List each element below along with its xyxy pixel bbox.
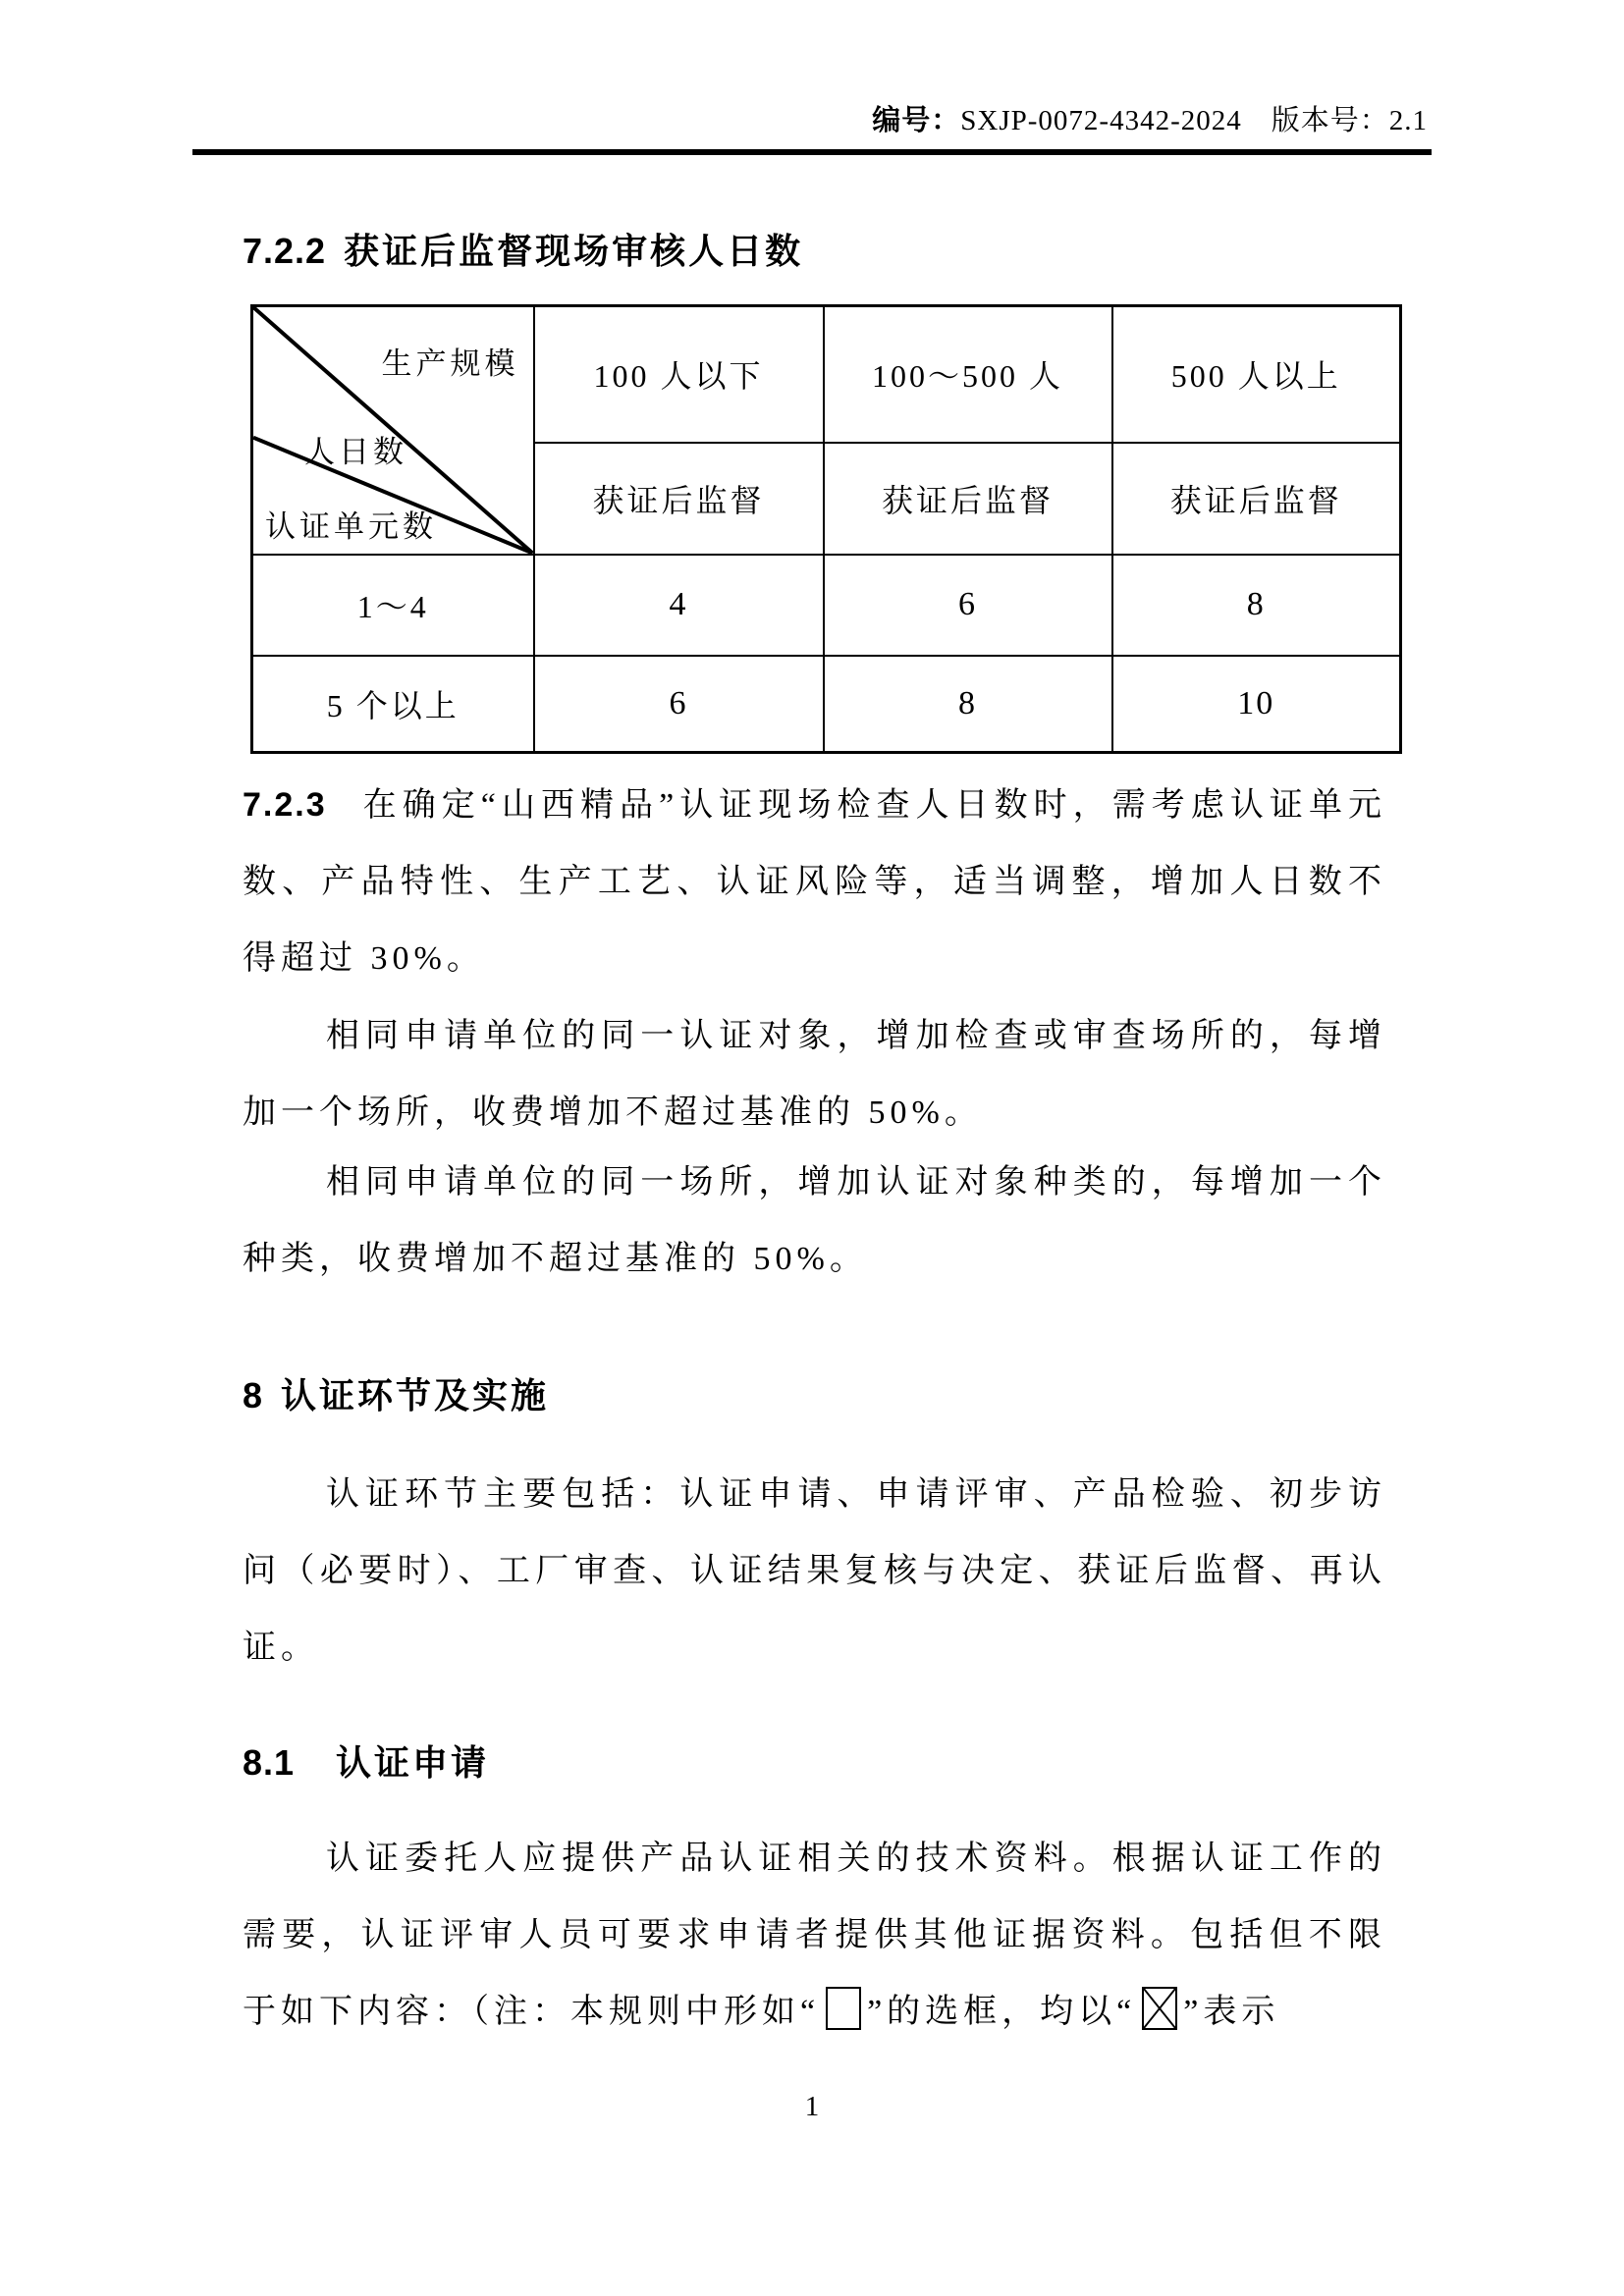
empty-checkbox-icon — [826, 1987, 861, 2030]
section-number: 7.2.2 — [243, 231, 327, 271]
corner-label-cert-units: 认证单元数 — [265, 509, 437, 544]
paragraph-text: 认证委托人应提供产品认证相关的技术资料。根据认证工作的需要，认证评审人员可要求申请者提供其他证据资料。包括但不限于如下内容：（注：本规则中形如“ — [243, 1841, 1386, 2030]
cell-value: 6 — [534, 656, 824, 753]
col-header-under-100: 100 人以下 — [534, 306, 824, 443]
table-corner-cell — [252, 306, 534, 555]
paragraph-application — [243, 1821, 1386, 2051]
table-row — [252, 656, 1401, 753]
version-value: 2.1 — [1388, 105, 1428, 136]
paragraph-text: ”表示 — [1183, 1994, 1280, 2030]
cell-value: 8 — [824, 656, 1112, 753]
cell-value: 10 — [1112, 656, 1401, 753]
header-rule — [192, 149, 1432, 155]
col-header-over-500: 500 人以上 — [1112, 306, 1401, 443]
document-header — [872, 98, 1428, 138]
version-label: 版本号： — [1271, 105, 1389, 136]
row-label-5-plus: 5 个以上 — [252, 656, 534, 753]
cell-value: 6 — [824, 555, 1112, 656]
paragraph-7-2-3 — [243, 767, 1386, 997]
section-title-text: 认证申请 — [336, 1742, 490, 1783]
section-title-text: 认证环节及实施 — [281, 1375, 550, 1415]
section-title-8 — [243, 1368, 549, 1418]
section-title-text: 获证后监督现场审核人日数 — [344, 231, 804, 271]
section-number: 8.1 — [243, 1742, 296, 1783]
sub-header-post-cert-2: 获证后监督 — [824, 443, 1112, 555]
corner-label-production-scale: 生产规模 — [381, 347, 519, 381]
cell-value: 8 — [1112, 555, 1401, 656]
sub-header-post-cert-1: 获证后监督 — [534, 443, 824, 555]
audit-days-table — [250, 304, 1402, 754]
paragraph-same-object: 相同申请单位的同一认证对象，增加检查或审查场所的，每增加一个场所，收费增加不超过基准的 50%。 — [243, 1018, 1386, 1131]
cell-value: 4 — [534, 555, 824, 656]
crossed-checkbox-icon — [1142, 1987, 1177, 2030]
page-number: 1 — [804, 2091, 820, 2122]
section-number: 7.2.3 — [243, 786, 327, 824]
row-label-1-4: 1～4 — [252, 555, 534, 656]
table-row — [252, 555, 1401, 656]
paragraph-same-site: 相同申请单位的同一场所，增加认证对象种类的，每增加一个种类，收费增加不超过基准的 50%。 — [243, 1164, 1386, 1277]
corner-label-man-days: 人日数 — [304, 435, 407, 469]
doc-number-value: SXJP-0072-4342-2024 — [960, 105, 1242, 136]
doc-number-label: 编号： — [872, 105, 961, 136]
paragraph-text: 在确定“山西精品”认证现场检查人日数时，需考虑认证单元数、产品特性、生产工艺、认证风险等，适当调整，增加人日数不得超过 30%。 — [243, 787, 1386, 977]
paragraph-text: ”的选框，均以“ — [867, 1994, 1137, 2030]
section-number: 8 — [243, 1375, 264, 1415]
paragraph-cert-links: 认证环节主要包括：认证申请、申请评审、产品检验、初步访问（必要时）、工厂审查、认证结果复核与决定、获证后监督、再认证。 — [243, 1476, 1386, 1666]
sub-header-post-cert-3: 获证后监督 — [1112, 443, 1401, 555]
section-title-7-2-2 — [243, 224, 803, 274]
col-header-100-500: 100～500 人 — [824, 306, 1112, 443]
section-title-8-1 — [243, 1735, 489, 1786]
